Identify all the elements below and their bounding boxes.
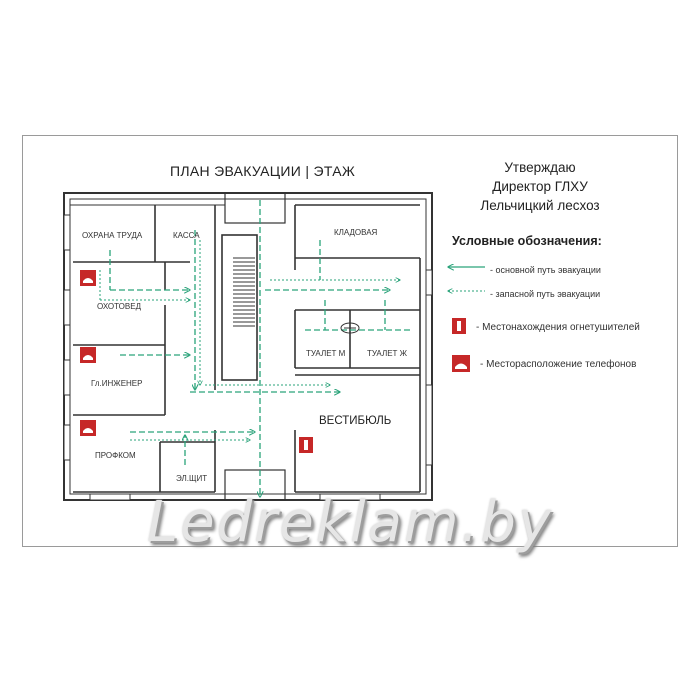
room-label-lobby: ВЕСТИБЮЛЬ [319, 415, 392, 427]
room-label-toilet-m: ТУАЛЕТ М [306, 349, 346, 358]
room-label-storeroom: КЛАДОВАЯ [334, 228, 378, 237]
legend-main-route-label: - основной путь эвакуации [490, 265, 601, 275]
approval-line-1: Утверждаю [504, 160, 576, 175]
room-label-hunting: ОХОТОВЕД [97, 302, 141, 311]
approval-line-2: Директор ГЛХУ [492, 179, 588, 194]
room-label-union: ПРОФКОМ [95, 451, 136, 460]
legend-reserve-route-label: - запасной путь эвакуации [490, 289, 601, 299]
legend-extinguisher-label: - Местонахождения огнетушителей [476, 322, 640, 333]
legend-title: Условные обозначения: [452, 234, 602, 248]
room-label-electrical: ЭЛ.ЩИТ [176, 474, 208, 483]
room-label-labor-protection: ОХРАНА ТРУДА [82, 231, 143, 240]
room-label-chief-engineer: Гл.ИНЖЕНЕР [91, 379, 143, 388]
legend-phone-label: - Месторасположение телефонов [480, 359, 637, 370]
legend-phone-icon [452, 355, 470, 372]
room-label-cashier: КАССА [173, 231, 200, 240]
room-label-toilet-w: ТУАЛЕТ Ж [367, 349, 408, 358]
watermark-logo: Ledreklam.by [146, 490, 554, 555]
plan-title: ПЛАН ЭВАКУАЦИИ | ЭТАЖ [170, 163, 356, 179]
phone-icon [80, 270, 96, 286]
fire-extinguisher-icon [299, 437, 313, 453]
phone-icon [80, 347, 96, 363]
staircase [233, 258, 255, 326]
phone-icon [80, 420, 96, 436]
legend-fire-extinguisher-icon [452, 318, 466, 334]
approval-block [440, 158, 640, 215]
approval-line-3: Лельчицкий лесхоз [480, 198, 600, 213]
